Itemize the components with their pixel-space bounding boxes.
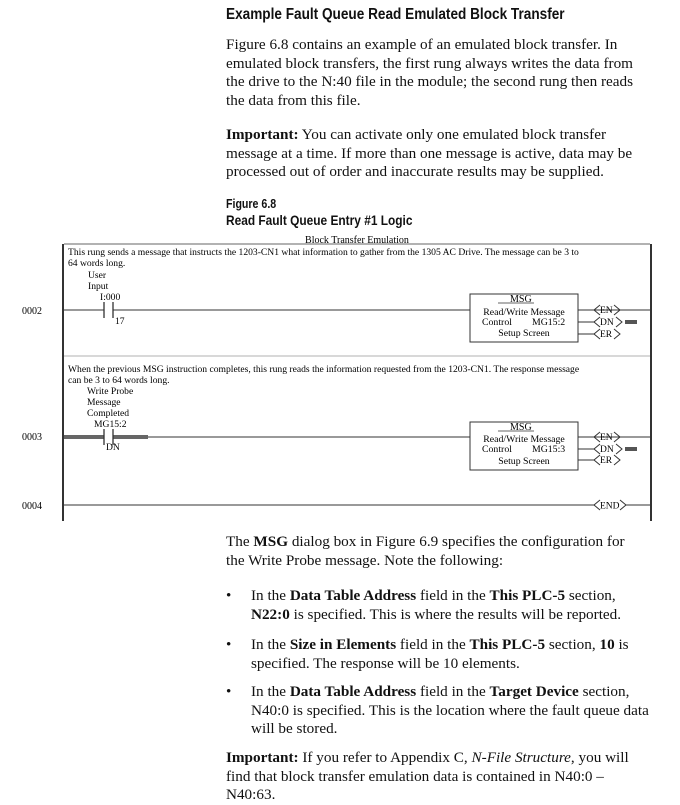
- important-note-2: [226, 749, 646, 805]
- contact-description: Message: [87, 397, 121, 408]
- rung-comment: can be 3 to 64 words long.: [68, 375, 170, 386]
- contact-description: Write Probe: [87, 386, 134, 397]
- bold-text: MSG: [253, 533, 289, 550]
- right-rail: [650, 244, 652, 521]
- ladder-diagram: [0, 232, 680, 527]
- msg-control-label: Control: [482, 444, 512, 455]
- bullet-item: [251, 636, 656, 673]
- text: field in the: [396, 636, 470, 653]
- rung-0004: [22, 500, 650, 512]
- rung-number: 0002: [22, 306, 42, 317]
- contact-description: Completed: [87, 408, 130, 419]
- output-en-label: EN: [600, 306, 613, 316]
- output-er-label: ER: [600, 456, 613, 466]
- text: In the: [251, 587, 290, 604]
- text: field in the: [416, 683, 490, 700]
- bold-text: This PLC-5: [489, 587, 566, 604]
- msg-type: Read/Write Message: [483, 307, 565, 318]
- left-rail: [62, 244, 64, 521]
- important-note-1: [226, 126, 646, 182]
- figure-number: Figure 6.8: [226, 197, 277, 211]
- text: is specified. The response will be 10 elements.: [251, 636, 629, 672]
- rung-number: 0004: [22, 501, 42, 512]
- text: In the: [251, 636, 290, 653]
- contact-description: User: [88, 270, 107, 281]
- output-dn-label: DN: [600, 445, 614, 455]
- text: , you will find that block transfer emulation data is contained in N40:0 – N40:63.: [226, 749, 629, 804]
- msg-control-value: MG15:3: [532, 444, 566, 455]
- bullet-item: [251, 587, 656, 624]
- contact-address: I:000: [100, 292, 121, 303]
- bold-text: This PLC-5: [469, 636, 546, 653]
- text: If you refer to Appendix C,: [298, 749, 472, 766]
- msg-title: MSG: [510, 422, 532, 433]
- text: section,: [578, 683, 630, 700]
- text: is specified. This is where the results will be reported.: [289, 605, 622, 623]
- text: N40:0 is specified. This is the location where the fault queue data will be stored.: [251, 701, 649, 738]
- intro-paragraph: Figure 6.8 contains an example of an emulated block transfer. In emulated block transfers, the first rung always writes the data from the drive to the N:40 file in the module; the second rung then reads the data from this file.: [226, 36, 633, 109]
- contact-description: Input: [88, 281, 109, 292]
- bold-text: Target Device: [489, 683, 579, 700]
- text: dialog box in Figure 6.9 specifies the configuration for the Write Probe message. Note the following:: [226, 533, 625, 569]
- output-er-label: ER: [600, 330, 613, 340]
- output-en-label: EN: [600, 433, 613, 443]
- msg-type: Read/Write Message: [483, 434, 565, 445]
- msg-setup-screen: Setup Screen: [498, 456, 550, 467]
- bold-text: N22:0: [251, 605, 290, 623]
- text: The: [226, 533, 254, 550]
- text: section,: [565, 587, 616, 604]
- important-label: Important:: [226, 749, 299, 766]
- contact-bit: DN: [106, 442, 120, 453]
- msg-setup-screen: Setup Screen: [498, 328, 550, 339]
- rung-number: 0003: [22, 432, 42, 443]
- section-heading: Example Fault Queue Read Emulated Block Transfer: [226, 6, 565, 23]
- bold-text: 10: [599, 636, 615, 653]
- bullet-symbol: •: [226, 683, 232, 700]
- bullet-symbol: •: [226, 587, 232, 604]
- rung-0002: [22, 247, 650, 342]
- output-dn-label: DN: [600, 318, 614, 328]
- rung-comment: This rung sends a message that instructs the 1203-CN1 what information to gather from the 1305 AC Drive. The message can be 3 to: [68, 247, 579, 258]
- end-label: END: [600, 501, 620, 512]
- bold-text: Data Table Address: [289, 683, 417, 700]
- ladder-header: Block Transfer Emulation: [305, 235, 409, 246]
- contact-bit: 17: [115, 316, 125, 327]
- bullet-item: [251, 683, 656, 739]
- msg-title: MSG: [510, 294, 532, 305]
- msg-control-value: MG15:2: [532, 317, 566, 328]
- contact-address: MG15:2: [94, 419, 127, 430]
- msg-intro-paragraph: [226, 533, 646, 570]
- italic-text: N-File Structure: [471, 749, 571, 766]
- bullet-symbol: •: [226, 636, 232, 653]
- text: In the: [251, 683, 290, 700]
- rung-0003: [22, 364, 650, 470]
- rung-comment: When the previous MSG instruction completes, this rung reads the information requested from the 1203-CN1. The response message: [68, 364, 580, 375]
- figure-title: Read Fault Queue Entry #1 Logic: [226, 212, 413, 228]
- text: field in the: [416, 587, 490, 604]
- rung-comment: 64 words long.: [68, 258, 126, 269]
- msg-control-label: Control: [482, 317, 512, 328]
- important-text: You can activate only one emulated block transfer message at a time. If more than one message is active, data may be processed out of order and inaccurate results may be supplied.: [226, 126, 633, 181]
- bold-text: Size in Elements: [289, 636, 397, 653]
- bold-text: Data Table Address: [289, 587, 417, 604]
- text: section,: [545, 636, 600, 653]
- important-label: Important:: [226, 126, 299, 143]
